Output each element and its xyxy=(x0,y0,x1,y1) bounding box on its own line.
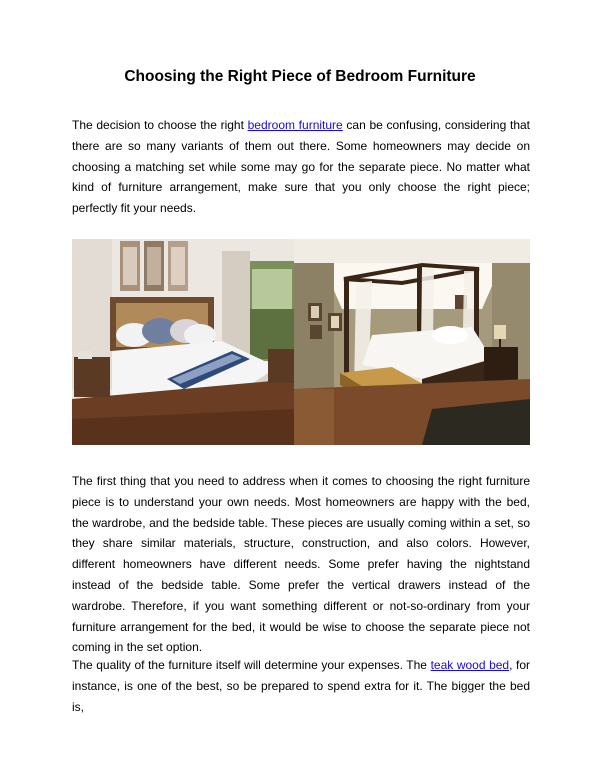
paragraph-text: , for instance, is one of the best, so be prepared to spend extra for it. The bigger the bed is, xyxy=(72,658,531,714)
paragraph-text: The decision to choose the right xyxy=(72,118,248,132)
teak-wood-bed-link[interactable]: teak wood bed xyxy=(430,658,510,672)
paragraph-text: The quality of the furniture itself will determine your expenses. The xyxy=(72,658,431,672)
paragraph-intro xyxy=(72,115,530,219)
document-title: Choosing the Right Piece of Bedroom Furniture xyxy=(124,68,476,85)
left-bedroom-image xyxy=(72,239,294,445)
bedroom-photo xyxy=(72,239,530,445)
bedroom-furniture-link[interactable]: bedroom furniture xyxy=(247,118,343,132)
paragraph-text: can be confusing, considering that there are so many variants of them out there. Some homeowners may decide on choosing a matching set while some may go for the separate piece. No matter what kind of furniture arrangement, make sure that you only choose the right piece; perfectly fit your needs. xyxy=(72,118,530,216)
paragraph-needs: The first thing that you need to address when it comes to choosing the right furniture piece is to understand your own needs. Most homeowners are happy with the bed, the wardrobe, and the bedside table. These pieces are usually coming within a set, so they share similar materials, structure, construction, and also colors. However, different homeowners have different needs. Some prefer having the nightstand instead of the bedside table. Some prefer the vertical drawers instead of the wardrobe. Therefore, if you want something different or not-so-ordinary from your furniture arrangement for the bed, it would be wise to choose the separate piece not coming in the set option. xyxy=(72,474,530,655)
right-bedroom-image xyxy=(294,239,530,445)
paragraph-quality xyxy=(72,655,530,717)
